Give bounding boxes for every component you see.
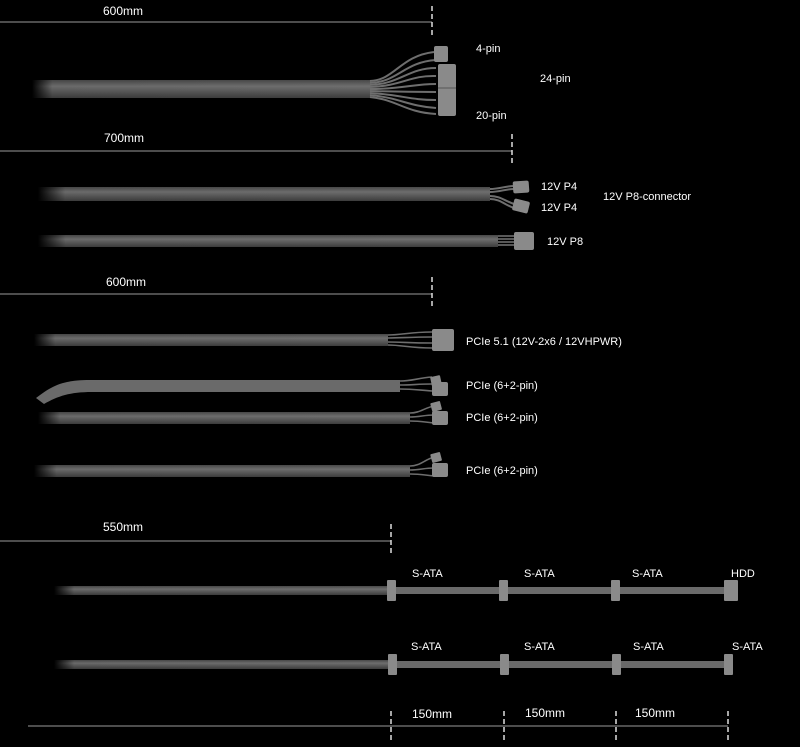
pcie-cable-c	[34, 452, 448, 477]
sata-2-label-2: S-ATA	[524, 641, 555, 653]
cpu-p8-cable	[38, 232, 534, 250]
hdd-molex-connector	[724, 580, 738, 601]
pcie-length-label: 600mm	[106, 275, 147, 289]
pcie-b-6pin-connector	[432, 411, 448, 425]
cpu-p4-connector-a	[513, 180, 530, 193]
pcie-cable-a	[36, 375, 448, 404]
sata-cable-2	[54, 654, 733, 675]
sata-1-connector-2	[499, 580, 508, 601]
cpu-section	[0, 131, 691, 250]
cpu-p4-b-label: 12V P4	[541, 202, 578, 214]
atx-section	[0, 4, 571, 122]
atx-wire-fan	[370, 52, 436, 114]
pcie-c-6pin-connector	[432, 463, 448, 477]
pcie-c-2pin-connector	[430, 452, 442, 463]
sata-1-label-2: S-ATA	[524, 568, 555, 580]
pcie-b-label: PCIe (6+2-pin)	[466, 412, 538, 424]
sata-1-label-end: HDD	[731, 568, 755, 580]
sata-2-label-end: S-ATA	[732, 641, 763, 653]
cpu-p8-label: 12V P8	[547, 236, 584, 248]
sata-spacing-label-1: 150mm	[412, 707, 453, 721]
sata-2-connector-1	[388, 654, 397, 675]
sata-1-connector-1	[387, 580, 396, 601]
pcie-c-label: PCIe (6+2-pin)	[466, 465, 538, 477]
atx-length-label: 600mm	[103, 4, 144, 18]
sata-1-label-1: S-ATA	[412, 568, 443, 580]
sata-section	[0, 520, 763, 741]
pcie-section	[0, 275, 622, 477]
cpu-p8-connector	[514, 232, 534, 250]
atx-24pin-connector	[438, 64, 456, 116]
sata-spacing-label-2: 150mm	[525, 706, 566, 720]
cpu-p4-cable	[38, 180, 530, 213]
sata-2-connector-3	[612, 654, 621, 675]
sata-2-label-3: S-ATA	[633, 641, 664, 653]
pcie51-cable	[34, 329, 454, 351]
pcie-length-measure	[0, 275, 432, 309]
atx-cable	[32, 46, 456, 116]
sata-cable-1	[54, 580, 738, 601]
sata-2-connector-2	[500, 654, 509, 675]
sata-1-label-3: S-ATA	[632, 568, 663, 580]
cpu-p4-connector-b	[512, 198, 530, 214]
atx-length-measure	[0, 4, 432, 38]
sata-2-label-1: S-ATA	[411, 641, 442, 653]
cpu-length-measure	[0, 131, 512, 166]
sata-length-measure	[0, 520, 391, 556]
sata-spacing-label-3: 150mm	[635, 706, 676, 720]
pcie51-label: PCIe 5.1 (12V-2x6 / 12VHPWR)	[466, 336, 622, 348]
cpu-length-label: 700mm	[104, 131, 145, 145]
atx-4pin-label: 4-pin	[476, 43, 501, 55]
pcie-b-2pin-connector	[430, 401, 442, 412]
sata-1-connector-3	[611, 580, 620, 601]
sata-2-connector-4	[724, 654, 733, 675]
cpu-p4-a-label: 12V P4	[541, 181, 578, 193]
pcie-a-6pin-connector	[432, 382, 448, 396]
atx-24pin-label: 24-pin	[540, 73, 571, 85]
pcie-cable-b	[38, 401, 448, 425]
cpu-p8-connector-label: 12V P8-connector	[603, 191, 692, 203]
pcie-a-label: PCIe (6+2-pin)	[466, 380, 538, 392]
atx-20pin-label: 20-pin	[476, 110, 507, 122]
sata-spacing-measure	[28, 706, 728, 741]
sata-length-label: 550mm	[103, 520, 144, 534]
atx-4pin-connector	[434, 46, 448, 62]
pcie51-connector	[432, 329, 454, 351]
